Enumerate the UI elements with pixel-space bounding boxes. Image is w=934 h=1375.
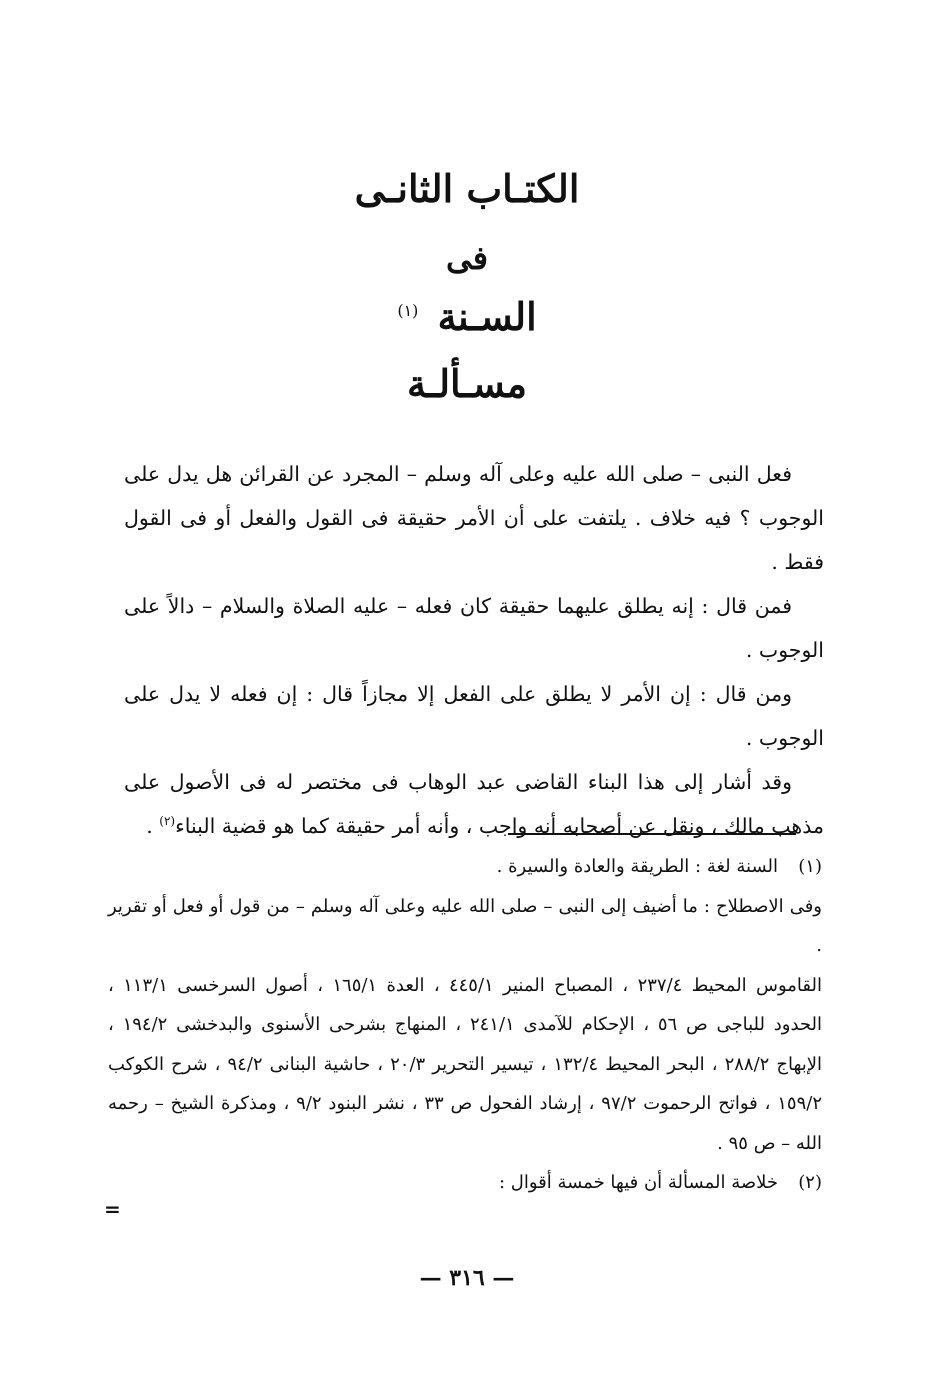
paragraph-4-end: . <box>146 814 160 838</box>
footnote-2-number: (٢) <box>798 1172 822 1193</box>
book-title: الكتـاب الثانـى <box>354 166 580 211</box>
page-number: — ٣١٦ — <box>419 1265 515 1291</box>
footnote-1-references: القاموس المحيط ٢٣٧/٤ ، المصباح المنير ٤٤٥/١ ، العدة ١٦٥/١ ، أصول السرخسى ١١٣/١ ، الحدود للباجى ص ٥٦ ، الإحكام للآمدى ٢٤١/١ ، المنهاج بشرحى الأسنوى والبدخشى ١٩٤/٢ ، الإبهاج ٢٨٨/٢ ، البحر المحيط ١٣٢/٤ ، تيسير التحرير ٢٠/٣ ، حاشية البنانى ٩٤/٢ ، شرح الكوكب ١٥٩/٢ ، فواتح الرحموت ٩٧/٢ ، إرشاد الفحول ص ٣٣ ، نشر البنود ٩/٢ ، ومذكرة الشيخ – رحمه الله – ص ٩٥ . <box>108 974 823 1154</box>
footnote-1-number: (١) <box>798 856 822 877</box>
continuation-mark: = <box>104 1197 121 1221</box>
paragraph-4-text: وقد أشار إلى هذا البناء القاضى عبد الوهاب فى مختصر له فى الأصول على مذهب مالك ، ونقل عن أصحابه أنه واجب ، وأنه أمر حقيقة كما هو قضية البناء <box>124 770 824 838</box>
footnote-separator <box>508 833 796 835</box>
footnotes <box>108 847 822 1203</box>
footnote-ref-2: (٢) <box>159 814 176 829</box>
footnote-1-terminology: وفى الاصطلاح : ما أضيف إلى النبى – صلى الله عليه وعلى آله وسلم – من قول أو فعل أو تقرير . <box>108 895 822 956</box>
heading-sunna <box>0 294 934 339</box>
main-text <box>124 452 824 848</box>
heading-sunna-text: السـنة <box>437 294 537 339</box>
heading-masala: مسـألـة <box>406 361 528 406</box>
footnote-2 <box>108 1163 822 1203</box>
footnote-ref-1: (١) <box>397 301 419 321</box>
footnote-1 <box>108 847 822 1163</box>
paragraph-3: ومن قال : إن الأمر لا يطلق على الفعل إلا مجازاً قال : إن فعله لا يدل على الوجوب . <box>124 682 824 750</box>
paragraph-1: فعل النبى – صلى الله عليه وعلى آله وسلم – المجرد عن القرائن هل يدل على الوجوب ؟ فيه خلاف . يلتفت على أن الأمر حقيقة فى القول والفعل أو فى القول فقط . <box>124 462 824 574</box>
paragraph-2: فمن قال : إنه يطلق عليهما حقيقة كان فعله – عليه الصلاة والسلام – دالاً على الوجوب . <box>124 594 824 662</box>
footnote-1-definition: السنة لغة : الطريقة والعادة والسيرة . <box>496 856 778 877</box>
footnote-2-text: خلاصة المسألة أن فيها خمسة أقوال : <box>498 1172 778 1193</box>
heading-fi: فى <box>446 239 488 277</box>
